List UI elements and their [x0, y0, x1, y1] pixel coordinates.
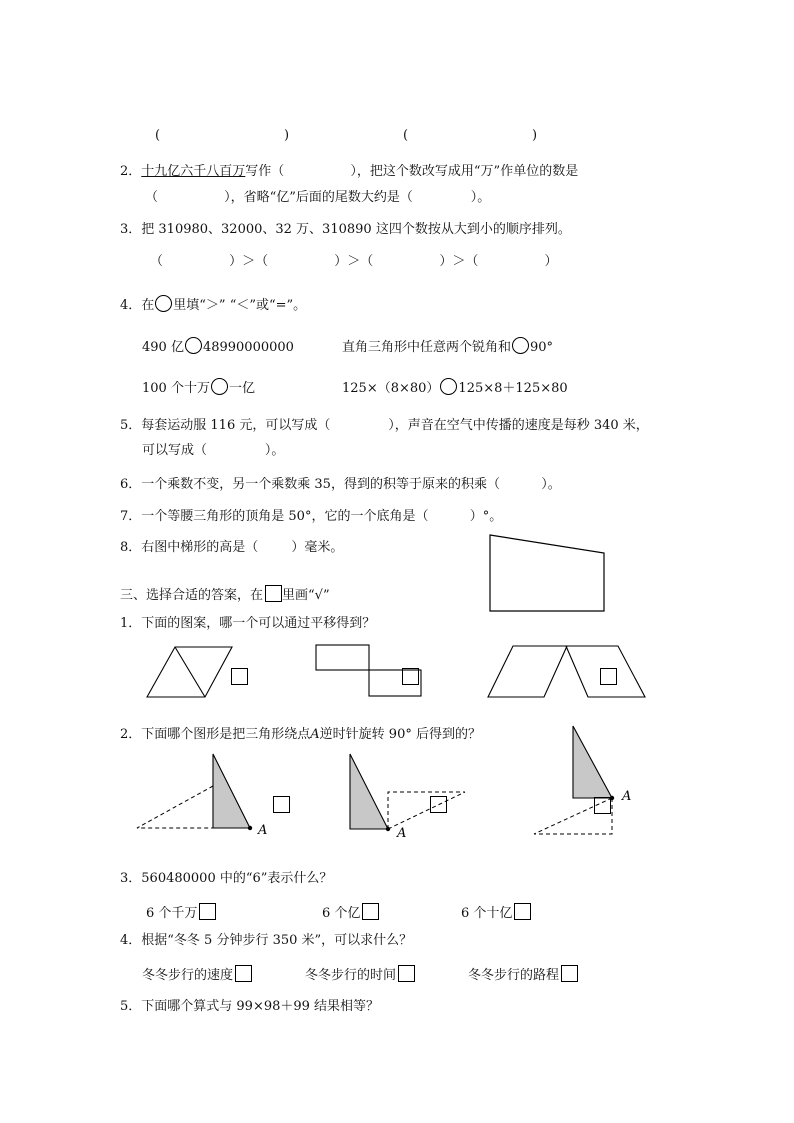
compare-b: [342, 337, 553, 356]
option-checkbox[interactable]: [362, 903, 379, 920]
option-checkbox[interactable]: [398, 965, 415, 982]
s3-question-3: 3．560480000 中的“6”表示什么？: [120, 871, 333, 886]
question-2-line2: （ ），省略“亿”后面的尾数大约是（ ）。: [145, 190, 491, 205]
question-4-after: 里填“＞” “＜”或“=”。: [173, 298, 307, 313]
compare-c: [142, 378, 255, 397]
question-5-line1: 5．每套运动服 116 元，可以写成（ ），声音在空气中传播的速度是每秒 340 米，: [120, 418, 649, 433]
pattern-c-figure: [482, 640, 652, 705]
top-blank-right: ( ): [403, 128, 538, 143]
compare-c-right: 一亿: [228, 381, 255, 396]
question-3-blanks: （ ）＞（ ）＞（ ）＞（ ）: [150, 254, 558, 269]
circle-blank-icon[interactable]: [512, 337, 529, 354]
q4-option-2-label: 冬冬步行的时间: [305, 968, 397, 983]
parallelogram-diagonal: [175, 647, 205, 697]
q3-option-1: [146, 903, 216, 922]
option-checkbox-a[interactable]: [231, 668, 248, 685]
compare-d: [342, 378, 568, 397]
question-5-line2: 可以写成（ ）。: [142, 443, 285, 458]
checkbox-icon: [265, 585, 282, 602]
circle-blank-icon[interactable]: [211, 378, 228, 395]
q3-option-2-label: 6 个亿: [322, 906, 361, 921]
dashed-triangle: [137, 786, 213, 828]
rect-upper: [316, 645, 369, 670]
pivot-point: [248, 826, 252, 830]
option-checkbox[interactable]: [514, 903, 531, 920]
question-3: 3．把 310980、32000、32 万、310890 这四个数按从大到小的顺序排列。: [120, 222, 571, 237]
s3-question-2: [120, 727, 481, 743]
q3-option-1-label: 6 个千万: [146, 906, 198, 921]
compare-a: [142, 337, 294, 356]
section-3-title-after: 里画“√”: [282, 588, 330, 603]
left-parallelogram: [488, 646, 567, 697]
question-4-before: 4．在: [120, 298, 155, 313]
compare-b-right: 90°: [530, 340, 554, 355]
option-checkbox-b[interactable]: [402, 668, 419, 685]
question-7: 7．一个等腰三角形的顶角是 50°，它的一个底角是（ ）°。: [120, 509, 503, 524]
shaded-triangle: [213, 754, 250, 828]
question-2-number: 2．: [120, 164, 142, 179]
s3-question-2-after: 逆时针旋转 90° 后得到的？: [319, 727, 481, 742]
section-3-title: [120, 585, 330, 604]
option-checkbox[interactable]: [199, 903, 216, 920]
shaded-triangle: [350, 754, 388, 829]
question-2-number-words: 十九亿六千八百万: [141, 164, 246, 179]
pivot-label: A: [397, 826, 407, 841]
q4-option-1-label: 冬冬步行的速度: [142, 968, 234, 983]
option-checkbox-rot-b[interactable]: [430, 796, 447, 813]
trapezoid-figure: [485, 530, 610, 615]
q4-option-1: [142, 965, 252, 984]
question-6: 6．一个乘数不变，另一个乘数乘 35，得到的积等于原来的积乘（ ）。: [120, 477, 561, 492]
q3-option-3-label: 6 个十亿: [461, 906, 513, 921]
s3-question-1: 1．下面的图案，哪一个可以通过平移得到？: [120, 616, 376, 631]
pivot-label: A: [258, 823, 268, 838]
option-checkbox-rot-c[interactable]: [594, 797, 611, 814]
rotation-figure-c: [530, 718, 650, 838]
circle-blank-icon[interactable]: [440, 378, 457, 395]
option-checkbox-c[interactable]: [600, 668, 617, 685]
question-8: 8．右图中梯形的高是（ ）毫米。: [120, 540, 344, 555]
compare-a-right: 48990000000: [202, 340, 294, 355]
rotation-point-label: A: [310, 727, 320, 742]
s3-question-4: 4．根据“冬冬 5 分钟步行 350 米”，可以求什么？: [120, 933, 413, 948]
compare-d-left: 125×（8×80）: [342, 381, 440, 396]
pivot-label: A: [622, 789, 632, 804]
circle-blank-icon: [155, 295, 172, 312]
compare-c-left: 100 个十万: [142, 381, 210, 396]
shaded-triangle: [573, 726, 612, 798]
circle-blank-icon[interactable]: [185, 337, 202, 354]
rotation-figure-b: [340, 745, 480, 840]
compare-a-left: 490 亿: [142, 340, 184, 355]
trapezoid-shape: [490, 535, 604, 611]
question-4: [120, 295, 306, 314]
q3-option-2: [322, 903, 379, 922]
q3-option-3: [461, 903, 531, 922]
pivot-point: [386, 827, 390, 831]
s3-question-2-before: 2．下面哪个图形是把三角形绕点: [120, 727, 311, 742]
option-checkbox[interactable]: [561, 965, 578, 982]
option-checkbox[interactable]: [235, 965, 252, 982]
rotation-figure-a: [130, 745, 280, 840]
top-blank-left: ( ): [155, 128, 290, 143]
option-checkbox-rot-a[interactable]: [273, 796, 290, 813]
compare-b-left: 直角三角形中任意两个锐角和: [342, 340, 512, 355]
s3-question-5: 5．下面哪个算式与 99×98＋99 结果相等？: [120, 999, 380, 1014]
q4-option-3-label: 冬冬步行的路程: [468, 968, 560, 983]
question-2: [120, 164, 578, 180]
q4-option-3: [468, 965, 578, 984]
question-2-rest: 写作（ ），把这个数改写成用“万”作单位的数是: [245, 164, 579, 179]
dashed-hypotenuse: [388, 792, 465, 829]
q4-option-2: [305, 965, 415, 984]
compare-d-right: 125×8＋125×80: [458, 381, 568, 396]
section-3-title-before: 三、选择合适的答案，在: [120, 588, 264, 603]
